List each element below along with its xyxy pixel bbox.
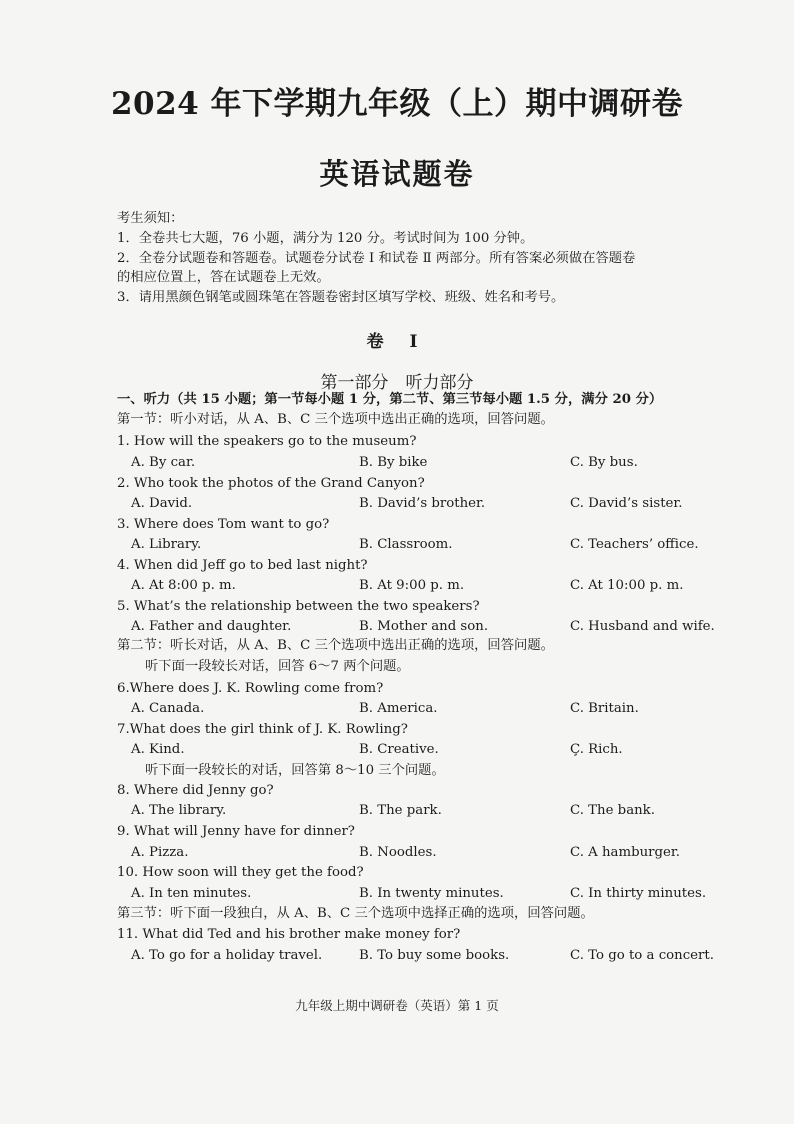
section-header: 一、听力（共 15 小题；第一节每小题 1 分，第二节、第三节每小题 1.5 分，满分 20 分） bbox=[117, 392, 663, 407]
option-c: C. To go to a concert. bbox=[570, 948, 714, 963]
subsection-2-note-1: 听下面一段较长对话，回答 6～7 两个问题。 bbox=[145, 659, 410, 674]
question-3: 3. Where does Tom want to go? bbox=[117, 517, 330, 532]
exam-subtitle: 英语试题卷 bbox=[319, 157, 475, 191]
page-footer: 九年级上期中调研卷（英语）第 1 页 bbox=[295, 998, 499, 1013]
option-c: Ç. Rich. bbox=[570, 742, 623, 757]
notice-item-3: 3．请用黑颜色钢笔或圆珠笔在答题卷密封区填写学校、班级、姓名和考号。 bbox=[117, 290, 565, 305]
option-c: C. In thirty minutes. bbox=[570, 886, 707, 901]
volume-heading: 卷 I bbox=[366, 332, 428, 352]
subsection-2: 第二节：听长对话，从 A、B、C 三个选项中选出正确的选项，回答问题。 bbox=[117, 638, 554, 653]
question-2: 2. Who took the photos of the Grand Canyon? bbox=[117, 476, 425, 491]
question-4: 4. When did Jeff go to bed last night? bbox=[117, 558, 368, 573]
option-a: A. By car. bbox=[131, 455, 196, 470]
question-10: 10. How soon will they get the food? bbox=[117, 865, 364, 880]
option-a: A. Pizza. bbox=[131, 845, 189, 860]
notice-heading: 考生须知： bbox=[117, 211, 184, 226]
option-a: A. Library. bbox=[131, 537, 202, 552]
option-b: B. America. bbox=[359, 701, 438, 716]
notice-item-2-line-1: 2．全卷分试题卷和答题卷。试题卷分试卷 Ⅰ 和试卷 Ⅱ 两部分。所有答案必须做在答题卷 bbox=[117, 251, 636, 266]
option-b: B. The park. bbox=[359, 803, 442, 818]
option-a: A. The library. bbox=[131, 803, 227, 818]
option-c: C. The bank. bbox=[570, 803, 655, 818]
subsection-3: 第三节：听下面一段独白，从 A、B、C 三个选项中选择正确的选项，回答问题。 bbox=[117, 906, 594, 921]
option-b: B. To buy some books. bbox=[359, 948, 510, 963]
question-1: 1. How will the speakers go to the museum? bbox=[117, 434, 417, 449]
question-6: 6.Where does J. K. Rowling come from? bbox=[117, 681, 384, 696]
option-c: C. By bus. bbox=[570, 455, 638, 470]
option-b: B. Noodles. bbox=[359, 845, 437, 860]
option-a: A. Canada. bbox=[131, 701, 205, 716]
question-8: 8. Where did Jenny go? bbox=[117, 783, 274, 798]
question-11: 11. What did Ted and his brother make money for? bbox=[117, 927, 461, 942]
option-b: B. In twenty minutes. bbox=[359, 886, 504, 901]
option-b: B. David’s brother. bbox=[359, 496, 486, 511]
option-a: A. Father and daughter. bbox=[131, 619, 292, 634]
option-a: A. To go for a holiday travel. bbox=[131, 948, 323, 963]
option-c: C. David’s sister. bbox=[570, 496, 683, 511]
notice-item-2-line-2: 的相应位置上，答在试题卷上无效。 bbox=[117, 270, 330, 285]
option-a: A. David. bbox=[131, 496, 193, 511]
option-c: C. A hamburger. bbox=[570, 845, 681, 860]
option-b: B. At 9:00 p. m. bbox=[359, 578, 465, 593]
notice-item-1: 1．全卷共七大题，76 小题，满分为 120 分。考试时间为 100 分钟。 bbox=[117, 231, 534, 246]
option-c: C. Teachers’ office. bbox=[570, 537, 699, 552]
option-b: B. Creative. bbox=[359, 742, 439, 757]
option-a: A. Kind. bbox=[131, 742, 185, 757]
question-5: 5. What’s the relationship between the two speakers? bbox=[117, 599, 480, 614]
subsection-2-note-2: 听下面一段较长的对话，回答第 8～10 三个问题。 bbox=[145, 763, 445, 778]
option-c: C. Husband and wife. bbox=[570, 619, 715, 634]
option-b: B. Classroom. bbox=[359, 537, 453, 552]
question-9: 9. What will Jenny have for dinner? bbox=[117, 824, 355, 839]
subsection-1: 第一节：听小对话，从 A、B、C 三个选项中选出正确的选项，回答问题。 bbox=[117, 412, 554, 427]
part-heading: 第一部分 听力部分 bbox=[320, 373, 474, 393]
option-a: A. At 8:00 p. m. bbox=[131, 578, 236, 593]
option-b: B. Mother and son. bbox=[359, 619, 489, 634]
option-c: C. Britain. bbox=[570, 701, 639, 716]
option-b: B. By bike bbox=[359, 455, 428, 470]
option-c: C. At 10:00 p. m. bbox=[570, 578, 684, 593]
exam-title: 2024 年下学期九年级（上）期中调研卷 bbox=[110, 86, 684, 122]
option-a: A. In ten minutes. bbox=[131, 886, 252, 901]
question-7: 7.What does the girl think of J. K. Rowling? bbox=[117, 722, 408, 737]
